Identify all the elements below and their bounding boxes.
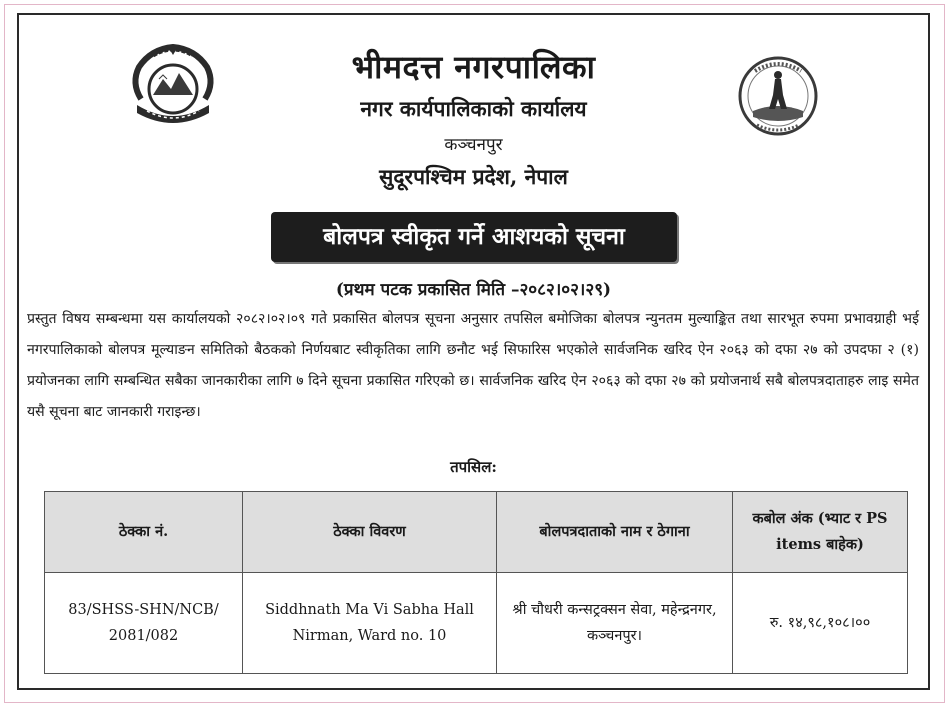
column-header-bidder: बोलपत्रदाताको नाम र ठेगाना — [497, 492, 733, 573]
office-subtitle: नगर कार्यपालिकाको कार्यालय — [360, 96, 587, 121]
table-row — [45, 573, 908, 674]
published-date: (प्रथम पटक प्रकासित मिति –२०८२।०२।२९) — [335, 280, 612, 300]
province-name: सुदूरपश्चिम प्रदेश, नेपाल — [379, 164, 568, 189]
office-name: भीमदत्त नगरपालिका — [351, 48, 596, 86]
contract-table — [44, 491, 908, 674]
details-heading: तपसिल: — [450, 458, 497, 476]
column-header-contract-no: ठेक्का नं. — [45, 492, 243, 573]
notice-title: बोलपत्र स्वीकृत गर्ने आशयको सूचना — [323, 223, 625, 250]
cell-bid-amount: रु. १४,९८,१०८।०० — [733, 573, 908, 674]
column-header-bid-amount: कबोल अंक (भ्याट र PS items बाहेक) — [733, 492, 908, 573]
notice-body: प्रस्तुत विषय सम्बन्धमा यस कार्यालयको २०८२।०२।०९ गते प्रकासित बोलपत्र सूचना अनुसार तपसिल बमोजिका बोलपत्र न्युनतम मुल्याङ्कित तथा सारभूत रुपमा प्रभावग्राही भई नगरपालिकाको बोलपत्र मूल्याङन समितिको बैठकको निर्णयबाट स्वीकृतिका लागि छनौट भई सिफारिस भएकोले सार्वजनिक खरिद ऐन २०६३ को दफा २७ को उपदफा २ (१) प्रयोजनका लागि सम्बन्धित सबैका जानकारीका लागि ७ दिने सूचना प्रकासित गरिएको छ। सार्वजनिक खरिद ऐन २०६३ को दफा २७ को प्रयोजनार्थ सबै बोलपत्रदाताहरु लाइ समेत यसै सूचना बाट जानकारी गराइन्छ। — [27, 311, 919, 420]
cell-bidder: श्री चौधरी कन्सट्रक्सन सेवा, महेन्द्रनगर, कञ्चनपुर। — [497, 573, 733, 674]
cell-contract-no: 83/SHSS-SHN/NCB/ 2081/082 — [45, 573, 243, 674]
notice-title-banner — [271, 212, 677, 262]
cell-description: Siddhnath Ma Vi Sabha Hall Nirman, Ward no. 10 — [243, 573, 497, 674]
district-name: कञ्चनपुर — [444, 135, 503, 155]
column-header-description: ठेक्का विवरण — [243, 492, 497, 573]
public-notice — [17, 13, 930, 690]
table-header-row — [45, 492, 908, 573]
